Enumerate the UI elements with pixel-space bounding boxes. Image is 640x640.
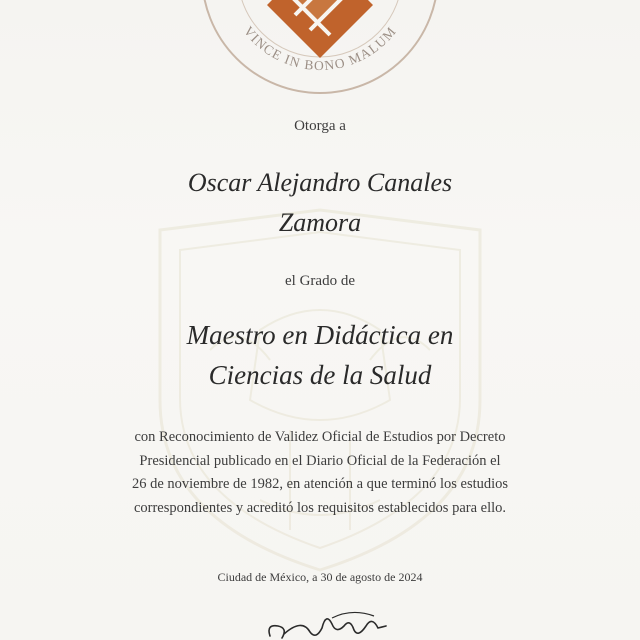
handwritten-signature [262, 604, 392, 640]
statement-line1: con Reconocimiento de Validez Oficial de Estudios por Decreto [134, 429, 506, 445]
seal-motto: VINCE IN BONO MALUM [240, 23, 400, 74]
degree-title-line2: Ciencias de la Salud [208, 360, 432, 390]
statement-line3: 26 de noviembre de 1982, en atención a que terminó los estudios [131, 476, 509, 492]
place-and-date: Ciudad de México, a 30 de agosto de 2024 [217, 570, 423, 584]
degree-title-line1: Maestro en Didáctica en [186, 320, 454, 350]
university-seal [195, 0, 445, 100]
statement-line4: correspondientes y acreditó los requisitos establecidos para ello. [133, 499, 507, 516]
recipient-name-line2: Zamora [278, 208, 362, 237]
validity-statement [60, 426, 580, 520]
recipient-name [0, 163, 640, 243]
recipient-name-line1: Oscar Alejandro Canales [187, 168, 453, 197]
degree-label: el Grado de [285, 273, 355, 289]
grant-label: Otorga a [294, 118, 346, 134]
degree-title [0, 315, 640, 395]
statement-line2: Presidencial publicado en el Diario Oficial de la Federación el [139, 452, 501, 469]
